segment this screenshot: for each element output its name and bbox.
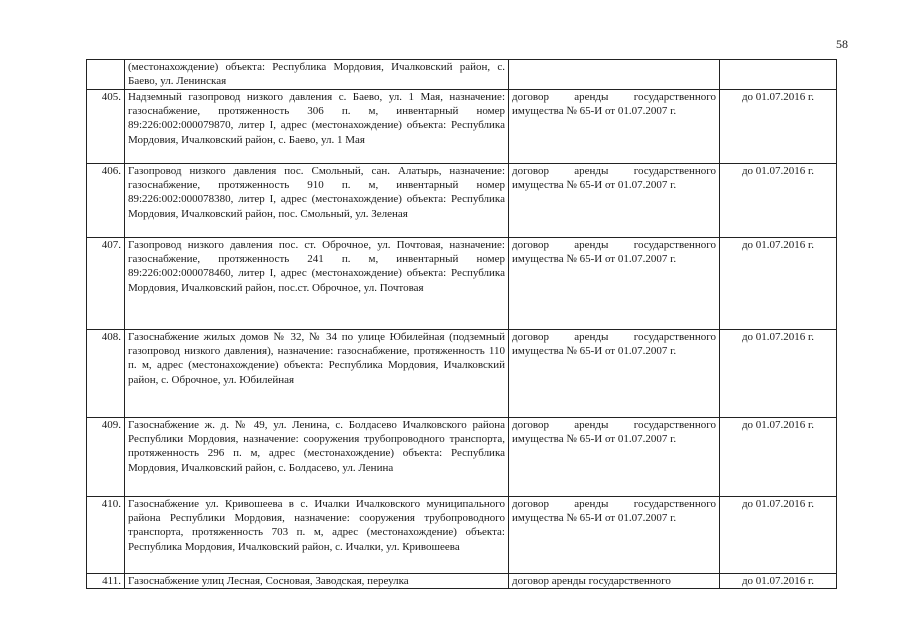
row-basis: договор аренды государственного имущества № 65-И от 01.07.2007 г.	[509, 497, 720, 574]
row-term: до 01.07.2016 г.	[720, 418, 837, 497]
table-row	[87, 90, 837, 164]
row-number: 407.	[87, 238, 125, 330]
page-number: 58	[836, 37, 848, 51]
row-number: 405.	[87, 90, 125, 164]
row-term: до 01.07.2016 г.	[720, 164, 837, 238]
table-row	[87, 164, 837, 238]
row-description: Газопровод низкого давления пос. ст. Оброчное, ул. Почтовая, назначение: газоснабжение, протяженность 241 п. м, инвентарный номер 89:226:002:000078460, литер I, адрес (местонахождение) объекта: Республика Мордовия, Ичалковский район, пос.ст. Оброчное, ул. Почтовая	[125, 238, 509, 330]
row-term: до 01.07.2016 г.	[720, 90, 837, 164]
row-description: Газоснабжение жилых домов № 32, № 34 по улице Юбилейная (подземный газопровод низкого давления), назначение: газоснабжение, протяженность 110 п. м, адрес (местонахождение) объекта: Республика Мордовия, Ичалковский район, с. Оброчное, ул. Юбилейная	[125, 330, 509, 418]
table-row	[87, 60, 837, 90]
row-term: до 01.07.2016 г.	[720, 238, 837, 330]
row-number	[87, 60, 125, 90]
row-term: до 01.07.2016 г.	[720, 497, 837, 574]
row-basis: договор аренды государственного	[509, 574, 720, 589]
row-number: 408.	[87, 330, 125, 418]
row-basis: договор аренды государственного имущества № 65-И от 01.07.2007 г.	[509, 90, 720, 164]
row-basis: договор аренды государственного имущества № 65-И от 01.07.2007 г.	[509, 164, 720, 238]
row-description: Газоснабжение ул. Кривошеева в с. Ичалки Ичалковского муниципального района Республики Мордовия, назначение: сооружения трубопроводного транспорта, протяженность 703 п. м, адрес (местонахождение) объекта: Республика Мордовия, Ичалковский район, с. Ичалки, ул. Кривошеева	[125, 497, 509, 574]
row-basis: договор аренды государственного имущества № 65-И от 01.07.2007 г.	[509, 238, 720, 330]
row-description: Газоснабжение улиц Лесная, Сосновая, Заводская, переулка	[125, 574, 509, 589]
row-description: Надземный газопровод низкого давления с. Баево, ул. 1 Мая, назначение: газоснабжение, протяженность 306 п. м, инвентарный номер 89:226:002:000079870, литер I, адрес (местонахождение) объекта: Республика Мордовия, Ичалковский район, с. Баево, ул. 1 Мая	[125, 90, 509, 164]
row-basis: договор аренды государственного имущества № 65-И от 01.07.2007 г.	[509, 418, 720, 497]
row-number: 406.	[87, 164, 125, 238]
table-row	[87, 418, 837, 497]
row-description: (местонахождение) объекта: Республика Мордовия, Ичалковский район, с. Баево, ул. Ленинская	[125, 60, 509, 90]
row-number: 409.	[87, 418, 125, 497]
table-row	[87, 574, 837, 589]
table-row	[87, 238, 837, 330]
table-row	[87, 330, 837, 418]
row-term: до 01.07.2016 г.	[720, 574, 837, 589]
row-description: Газоснабжение ж. д. № 49, ул. Ленина, с. Болдасево Ичалковского района Республики Мордовия, назначение: сооружения трубопроводного транспорта, протяженность 296 п. м, адрес (местонахождение) объекта: Республика Мордовия, Ичалковский район, с. Болдасево, ул. Ленина	[125, 418, 509, 497]
table-row	[87, 497, 837, 574]
row-description: Газопровод низкого давления пос. Смольный, сан. Алатырь, назначение: газоснабжение, протяженность 910 п. м, инвентарный номер 89:226:002:000078380, литер I, адрес (местонахождение) объекта: Республика Мордовия, Ичалковский район, пос. Смольный, ул. Зеленая	[125, 164, 509, 238]
row-number: 411.	[87, 574, 125, 589]
property-table	[86, 59, 837, 589]
row-basis: договор аренды государственного имущества № 65-И от 01.07.2007 г.	[509, 330, 720, 418]
row-number: 410.	[87, 497, 125, 574]
row-term: до 01.07.2016 г.	[720, 330, 837, 418]
row-term	[720, 60, 837, 90]
row-basis	[509, 60, 720, 90]
